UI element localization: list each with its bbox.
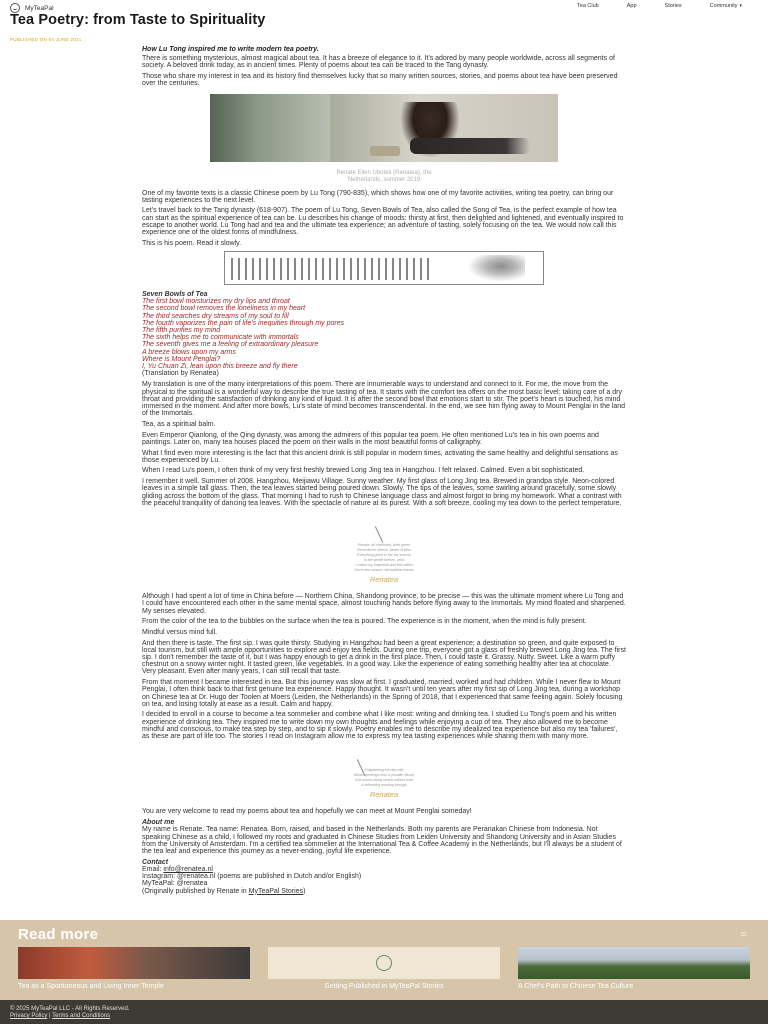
paragraph: Tea, as a spiritual balm.	[142, 420, 216, 428]
footer-links: Privacy Policy | Terms and Conditions	[10, 1013, 111, 1019]
contact-myteapal: MyTeaPal: @renatea	[142, 880, 208, 888]
poem-line: The fifth purifies my mind	[142, 326, 221, 334]
paragraph: Even Emperor Qianlong, of the Qing dynasty, was among the admirers of this popular tea poem. He often mentioned Lu's tea in his own poems and paintings. Later on, many tea houses placed the poem on their walls in the most beautiful forms of calligraphy.	[142, 431, 599, 446]
paragraph: When I read Lu's poem, I often think of my very first freshly brewed Long Jing tea in Hangzhou. I felt relaxed. Calmed. Even a bit sophisticated.	[142, 467, 585, 475]
about-heading: About me	[142, 819, 175, 827]
story-title: A Chef's Path to Chinese Tea Culture	[518, 983, 634, 990]
photo-caption: Renate Ellen Ubotek (Renatea), the Netherlands, summer 2019	[336, 169, 432, 183]
signature-name: Renatea	[369, 574, 399, 584]
poem-line: The seventh gives me a feeling of extraordinary pleasure	[142, 341, 319, 349]
poem-line: The first bowl moisturizes my dry lips and throat	[142, 298, 290, 306]
story-title: Tea as a Spontaneous and Living Inner Temple	[18, 983, 164, 990]
related-story-card[interactable]	[518, 947, 750, 990]
poem-line: Where is Mount Penglai?	[142, 355, 221, 363]
site-footer	[0, 1000, 768, 1024]
paragraph: My translation is one of the many interpretations of this poem. There are innumerable ways to understand and connect to it. For me, the move from the physical to the spiritual is a wonderful way to describe the true tasting of tea. It starts with the comfort tea offers on the most basic level: taking care of a dry throat and providing the satisfaction of drinking any kind of liquid. It is after the second bowl that emotions start to stir. The poet's heart is touched, his mind immersed in the moment. And after more bowls, Lu's state of mind becomes transcendental. In the end, we see him flying away to Mount Penglai in the land of the Immortals.	[142, 381, 626, 418]
poem-line: The fourth vaporizes the pain of life's inequities through my pores	[142, 319, 345, 327]
arrow-right-icon[interactable]: ⊡	[740, 932, 746, 938]
paragraph: Let's travel back to the Tang dynasty (618-907). The poem of Lu Tong, Seven Bowls of Tea, also called the Song of Tea, is the perfect example of how tea can start as the spiritual experience of tea can be. Lu describes his change of moods: thirsty at first, then delighted and lightened, and eventually inspired to escape to another world. Lu Tong had and tea and the ultimate tea experience; an adventure of tasting, solely focusing on the tea. We would now call this experience one of the oldest forms of mindfulness.	[142, 207, 624, 237]
nav-app[interactable]: App	[626, 3, 637, 9]
story-title: Getting Published in MyTeaPal Stories	[324, 983, 444, 990]
poem-line: The sixth helps me to communicate with immortals	[142, 334, 299, 342]
paragraph: Although I had spent a lot of time in China before — Northern China, Shandong province, to be precise — this was the ultimate moment where Lu Tong and I could have encountered each other in the same mental space, almost touching hands before flying away to the Immortals. My mind floated and sharpened. My senses elevated.	[142, 593, 626, 615]
chevron-down-icon: ▾	[739, 3, 742, 9]
related-story-card[interactable]	[268, 947, 500, 990]
paragraph: From that moment I became interested in tea. But this journey was slow at first. I graduated, married, worked and had children. While I never flew to Mount Penglai, I often think back to that first genuine tea experience. Happy thought. It wasn't until ten years after my first sip of Long Jing tea, during a workshop on Chinese tea at Dr. Hugo der Toolen at Moers (Leiden, the Netherlands) in the Spring of 2018, that I experienced that same feeling again. Solely focusing on tea, and losing totally at ease as a result. Calm and happy.	[142, 679, 623, 708]
poem-line: The second bowl removes the loneliness in my heart	[142, 305, 306, 313]
poem-signature: I, Yu Chuan Zi, lean upon this breeze and fly there	[142, 362, 298, 370]
brand-name: MyTeaPal	[25, 4, 54, 12]
story-thumbnail	[268, 947, 500, 979]
story-thumbnail	[518, 947, 750, 979]
nav-community[interactable]	[710, 3, 742, 9]
poem-line: The third searches dry streams of my soul to fill	[142, 312, 289, 320]
paragraph: And then there is taste. The first sip. I was quite thirsty. Studying in Hangzhou had been a great experience; a destination so green, and quite exposed to local tourism, but still with ample opportunities to explore and enjoy tea fields. During one trip, everyone got a glass of freshly brewed Long Jing tea. The first sip. I don't remember the taste of it, but I was happy enough to get a drink in the first place. Then, I could taste it. Grassy. Nutty. Sweet. Like a warm puffy chestnut on a snowy winter night. It tasted green, like vegetables. In a good way. Like the experience of eating something healthy after tea at chocolate. Very pleasant. Even after many years, I can still recall that taste.	[142, 639, 626, 676]
paragraph: From the color of the tea to the bubbles on the surface when the tea is poured. The experience is in the moment, when the mind is fully present.	[142, 618, 587, 626]
stories-link[interactable]: MyTeaPal Stories	[248, 887, 304, 895]
poem-translation-credit: (Translation by Renatea)	[142, 370, 219, 378]
nav-tea-club[interactable]: Tea Club	[577, 3, 599, 9]
nav-stories[interactable]: Stories	[664, 3, 682, 9]
paragraph: One of my favorite texts is a classic Chinese poem by Lu Tong (790-835), which shows how one of my favorite activities, writing tea poetry, can bring our tasting experiences to the next level.	[142, 189, 614, 204]
signature-name: Renatea	[369, 790, 399, 800]
paragraph: Mindful versus mind full.	[142, 628, 218, 636]
paragraph: This is his poem. Read it slowly.	[142, 239, 242, 247]
calligraphy-scroll-image	[224, 251, 544, 285]
leaf-cup-icon	[376, 955, 392, 971]
nav-community-label: Community	[709, 3, 738, 9]
paragraph: What I find even more interesting is the fact that this ancient drink is still popular in modern times, activating the same healthy and delightful sensations as those experienced by Lu.	[142, 449, 618, 464]
contact-instagram: Instagram: @renatea.nl (poems are published in Dutch and/or English)	[142, 873, 362, 881]
privacy-policy-link[interactable]: Privacy Policy	[10, 1013, 48, 1019]
poem-title: Seven Bowls of Tea	[142, 290, 208, 298]
paragraph: You are very welcome to read my poems about tea and hopefully we can meet at Mount Penglai someday!	[142, 808, 472, 816]
paragraph: There is something mysterious, almost magical about tea. It has a breeze of elegance to it. It's adored by many people worldwide, across all segments of society. A beloved drink today, as in ancient times. Plenty of poems about tea can be traced to the Tang dynasty.	[142, 55, 615, 70]
article-body	[142, 46, 626, 898]
poem-line: A breeze blows upon my arms	[142, 348, 236, 356]
contact-email: Email: info@renatea.nl	[142, 865, 213, 873]
article-lead: How Lu Tong inspired me to write modern tea poetry.	[142, 46, 319, 53]
paragraph: I remember it well. Summer of 2008. Hangzhou, Meijiawu Village. Sunny weather. My first glass of Long Jing tea. Brewed in grandpa style. Neon-colored leaves in a simple tall glass. Then, the tea leaves started being poured down. Slowly. The tips of the leaves, some swirling around gracefully, some slowly gliding across the bottom of the glass. That morning I had to rush to Chinese language class and almost forgot to bring my homework. What a contrast with the peaceful tranquility of dancing tea leaves. With the spectacle of nature at its purest. With a soft breeze, cooling my tea down to the perfect temperature.	[142, 478, 622, 507]
poem-signature-image: Enlightening the day with Words greetings from a (smaller flavor) Soft moves along steady without note A refreshing morning through Renatea	[324, 754, 444, 798]
read-more-heading: Read more	[18, 926, 99, 943]
original-publication-note: (Originally published by Renate in MyTeaPal Stories)	[142, 887, 306, 895]
about-text: My name is Renate. Tea name: Renatea. Born, raised, and based in the Netherlands. Both my parents are Peranakan Chinese from Indonesia. Not speaking Chinese as a child, I followed my roots and graduated in Chinese Studies from Leiden University and Shandong University and in Asian Studies from the University of Amsterdam. I'm a certified tea sommelier at the International Tea & Coffee Academy in the Netherlands, but I'll always be a student of the tea leaf and experience this journey as a never-ending, joyful life experience.	[142, 826, 622, 855]
paragraph: Those who share my interest in tea and its history find themselves lucky that so many written sources, stories, and poems about tea have been preserved over the centuries.	[142, 73, 618, 88]
story-thumbnail	[18, 947, 250, 979]
terms-link[interactable]: Terms and Conditions	[52, 1013, 111, 1019]
contact-heading: Contact	[142, 858, 169, 866]
page-title: Tea Poetry: from Taste to Spirituality	[10, 12, 266, 28]
published-date: PUBLISHED ON 04 JUNE 2021	[10, 37, 82, 42]
main-nav	[549, 3, 742, 9]
author-photo-figure	[210, 94, 558, 162]
paragraph: I decided to enroll in a course to become a tea sommelier and combine what I like most: writing and drinking tea. I studied Lu Tong's poem and his written experience of drinking tea. They inspired me to write down my own thoughts and feelings while enjoying a cup of tea. They also allowed me to become mindful and conscious, to make tea step by step, and to sip it slowly. Poetry enables me to describe my idealized tea experience but also my tea 'failures', as these are part of life too. The stories I read on Instagram allow me to express my tea tasting experiences while sharing them with many more.	[142, 711, 618, 741]
email-link[interactable]: info@renatea.nl	[163, 865, 213, 873]
branch-icon	[354, 754, 414, 768]
poem-signature-image: Renate, all cherished, lived green Recorded in silence, kindle of bliss Everything given to the dry season In the gentle breeze, wind I collect my fragments and feel within Once new season, old tradition leaves Renatea	[324, 521, 444, 583]
copyright: © 2025 MyTeaPal LLC - All Rights Reserved.	[10, 1006, 130, 1012]
author-photo	[210, 94, 558, 162]
related-story-card[interactable]	[18, 947, 250, 990]
read-more-section	[0, 920, 768, 1000]
branch-icon	[372, 521, 396, 543]
